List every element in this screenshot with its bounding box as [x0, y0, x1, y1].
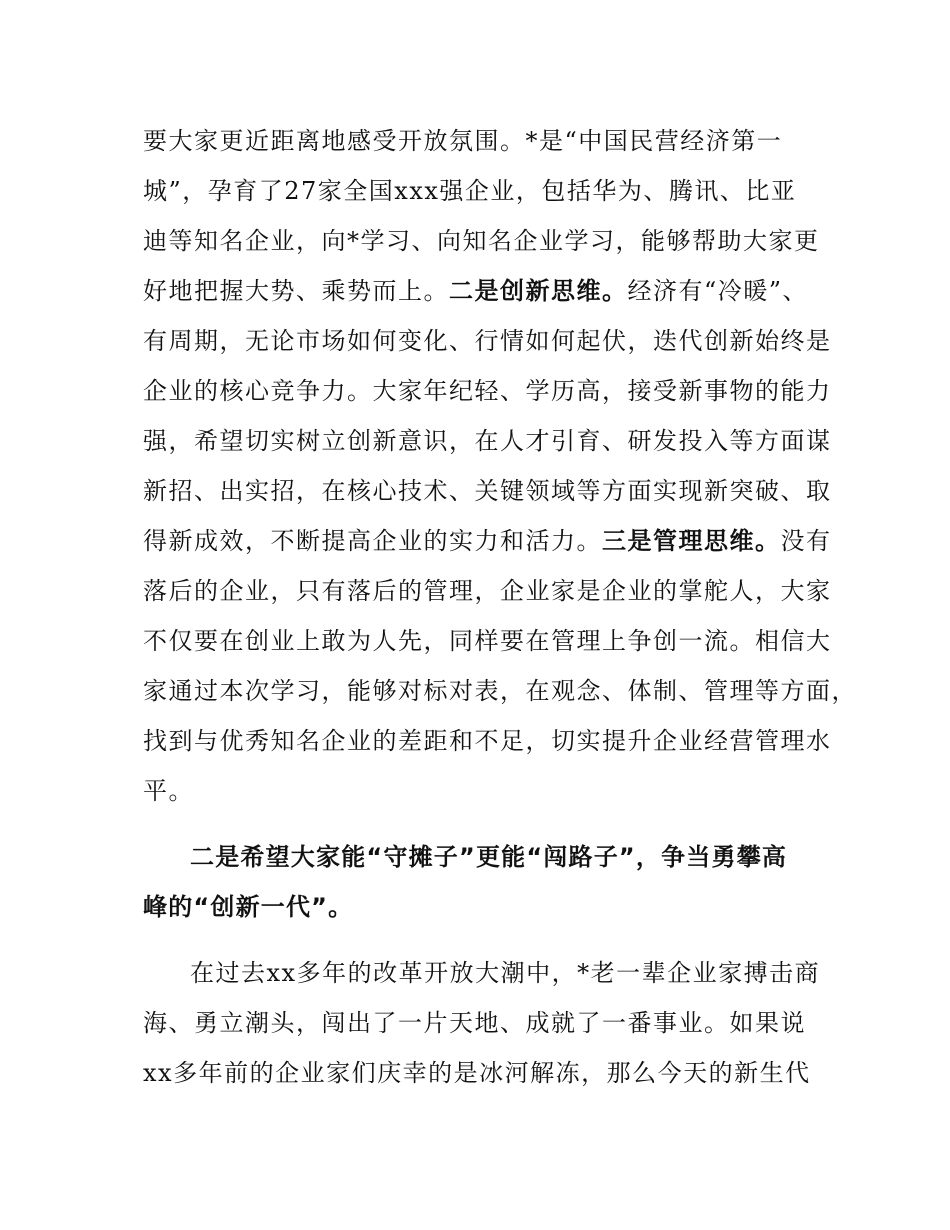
body-text-line: 要大家更近距离地感受开放氛围。*是“中国民营经济第一 — [143, 127, 783, 155]
bold-subheading-innovation-thinking: 二是创新思维。 — [449, 277, 628, 305]
body-text-line: 在过去xx多年的改革开放大潮中，*老一辈企业家搏击商 — [190, 959, 821, 987]
body-text-line: xx多年前的企业家们庆幸的是冰河解冻，那么今天的新生代 — [143, 1059, 811, 1087]
body-text-line-mixed — [143, 526, 832, 556]
body-text-line: 新招、出实招，在核心技术、关键领域等方面实现新突破、取 — [143, 477, 832, 505]
section-heading-line: 峰的“创新一代”。 — [143, 893, 354, 921]
body-text-line: 海、勇立潮头，闯出了一片天地、成就了一番事业。如果说 — [143, 1009, 806, 1037]
body-text-segment: 好地把握大势、乘势而上。 — [143, 277, 449, 305]
body-text-segment: 没有 — [780, 527, 832, 555]
body-text-line: 企业的核心竞争力。大家年纪轻、学历高，接受新事物的能力 — [143, 377, 832, 405]
body-text-segment: 经济有“冷暖”、 — [627, 277, 809, 305]
body-text-line: 家通过本次学习，能够对标对表，在观念、体制、管理等方面， — [143, 677, 857, 705]
body-text-segment: 得新成效，不断提高企业的实力和活力。 — [143, 527, 602, 555]
body-text-line: 落后的企业，只有落后的管理，企业家是企业的掌舵人，大家 — [143, 577, 832, 605]
body-text-line: 有周期，无论市场如何变化、行情如何起伏，迭代创新始终是 — [143, 327, 832, 355]
body-text-line: 城”，孕育了27家全国xxx强企业，包括华为、腾讯、比亚 — [143, 177, 797, 205]
body-text-line: 找到与优秀知名企业的差距和不足，切实提升企业经营管理水 — [143, 727, 832, 755]
body-text-line: 不仅要在创业上敢为人先，同样要在管理上争创一流。相信大 — [143, 627, 832, 655]
body-text-line: 平。 — [143, 777, 194, 805]
body-text-line: 强，希望切实树立创新意识，在人才引育、研发投入等方面谋 — [143, 427, 832, 455]
bold-subheading-management-thinking: 三是管理思维。 — [602, 527, 781, 555]
body-text-line-mixed — [143, 276, 808, 306]
section-heading-line: 二是希望大家能“守摊子”更能“闯路子”，争当勇攀高 — [190, 843, 788, 871]
body-text-line: 迪等知名企业，向*学习、向知名企业学习，能够帮助大家更 — [143, 227, 820, 255]
